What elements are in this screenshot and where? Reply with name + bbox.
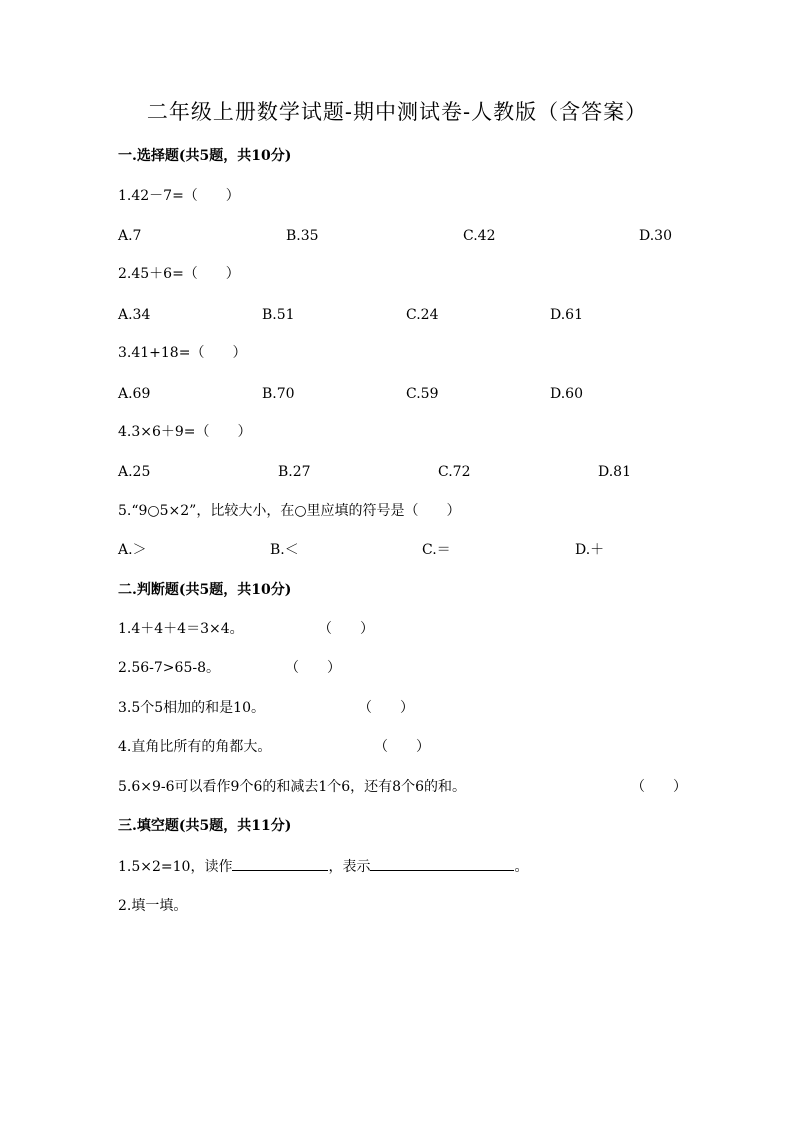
- page-title: 二年级上册数学试题-期中测试卷-人教版（含答案）: [146, 100, 648, 124]
- question-stem: 5.“9○5×2”，比较大小，在○里应填的符号是（ ）: [118, 503, 461, 519]
- question-text: ，表示: [328, 859, 371, 875]
- answer-parentheses: （ ）: [318, 621, 374, 637]
- option-d: D.61: [550, 307, 583, 323]
- question-stem: 3.5个5相加的和是10。: [118, 700, 265, 716]
- section-heading-choice: 一.选择题(共5题，共10分): [118, 148, 292, 164]
- option-d: D.81: [598, 464, 631, 480]
- answer-parentheses: （ ）: [358, 700, 414, 716]
- option-b: B.＜: [270, 542, 299, 558]
- answer-parentheses: （ ）: [374, 739, 430, 755]
- question-stem: 3.41+18=（ ）: [118, 345, 247, 361]
- question-stem: 1.4＋4＋4＝3×4。: [118, 621, 244, 637]
- answer-blank[interactable]: [370, 856, 514, 871]
- fill-blank-question: [118, 856, 528, 877]
- answer-parentheses: （ ）: [631, 779, 687, 795]
- question-stem: 2.填一填。: [118, 898, 188, 914]
- option-c: C.24: [406, 307, 439, 323]
- option-c: C.59: [406, 386, 439, 402]
- section-heading-fill-blank: 三.填空题(共5题，共11分): [118, 818, 292, 834]
- option-b: B.35: [286, 228, 319, 244]
- question-text: 。: [514, 859, 529, 875]
- option-b: B.27: [278, 464, 311, 480]
- section-heading-judgement: 二.判断题(共5题，共10分): [118, 582, 292, 598]
- option-d: D.＋: [575, 542, 605, 558]
- option-b: B.51: [262, 307, 295, 323]
- option-d: D.30: [639, 228, 672, 244]
- question-stem: 4.直角比所有的角都大。: [118, 739, 272, 755]
- question-stem: 2.45＋6=（ ）: [118, 266, 240, 282]
- answer-parentheses: （ ）: [285, 660, 341, 676]
- question-stem: 5.6×9-6可以看作9个6的和减去1个6，还有8个6的和。: [118, 779, 466, 795]
- answer-blank[interactable]: [232, 856, 328, 871]
- question-stem: 1.42－7=（ ）: [118, 188, 240, 204]
- option-d: D.60: [550, 386, 583, 402]
- question-stem: 2.56-7>65-8。: [118, 660, 220, 676]
- option-b: B.70: [262, 386, 295, 402]
- option-a: A.69: [118, 386, 151, 402]
- option-c: C.42: [463, 228, 496, 244]
- option-a: A.34: [118, 307, 151, 323]
- option-a: A.＞: [118, 542, 147, 558]
- option-a: A.25: [118, 464, 151, 480]
- option-c: C.72: [438, 464, 471, 480]
- option-c: C.＝: [422, 542, 451, 558]
- option-a: A.7: [118, 228, 142, 244]
- question-stem: 4.3×6＋9=（ ）: [118, 424, 252, 440]
- question-text: 1.5×2=10，读作: [118, 859, 233, 875]
